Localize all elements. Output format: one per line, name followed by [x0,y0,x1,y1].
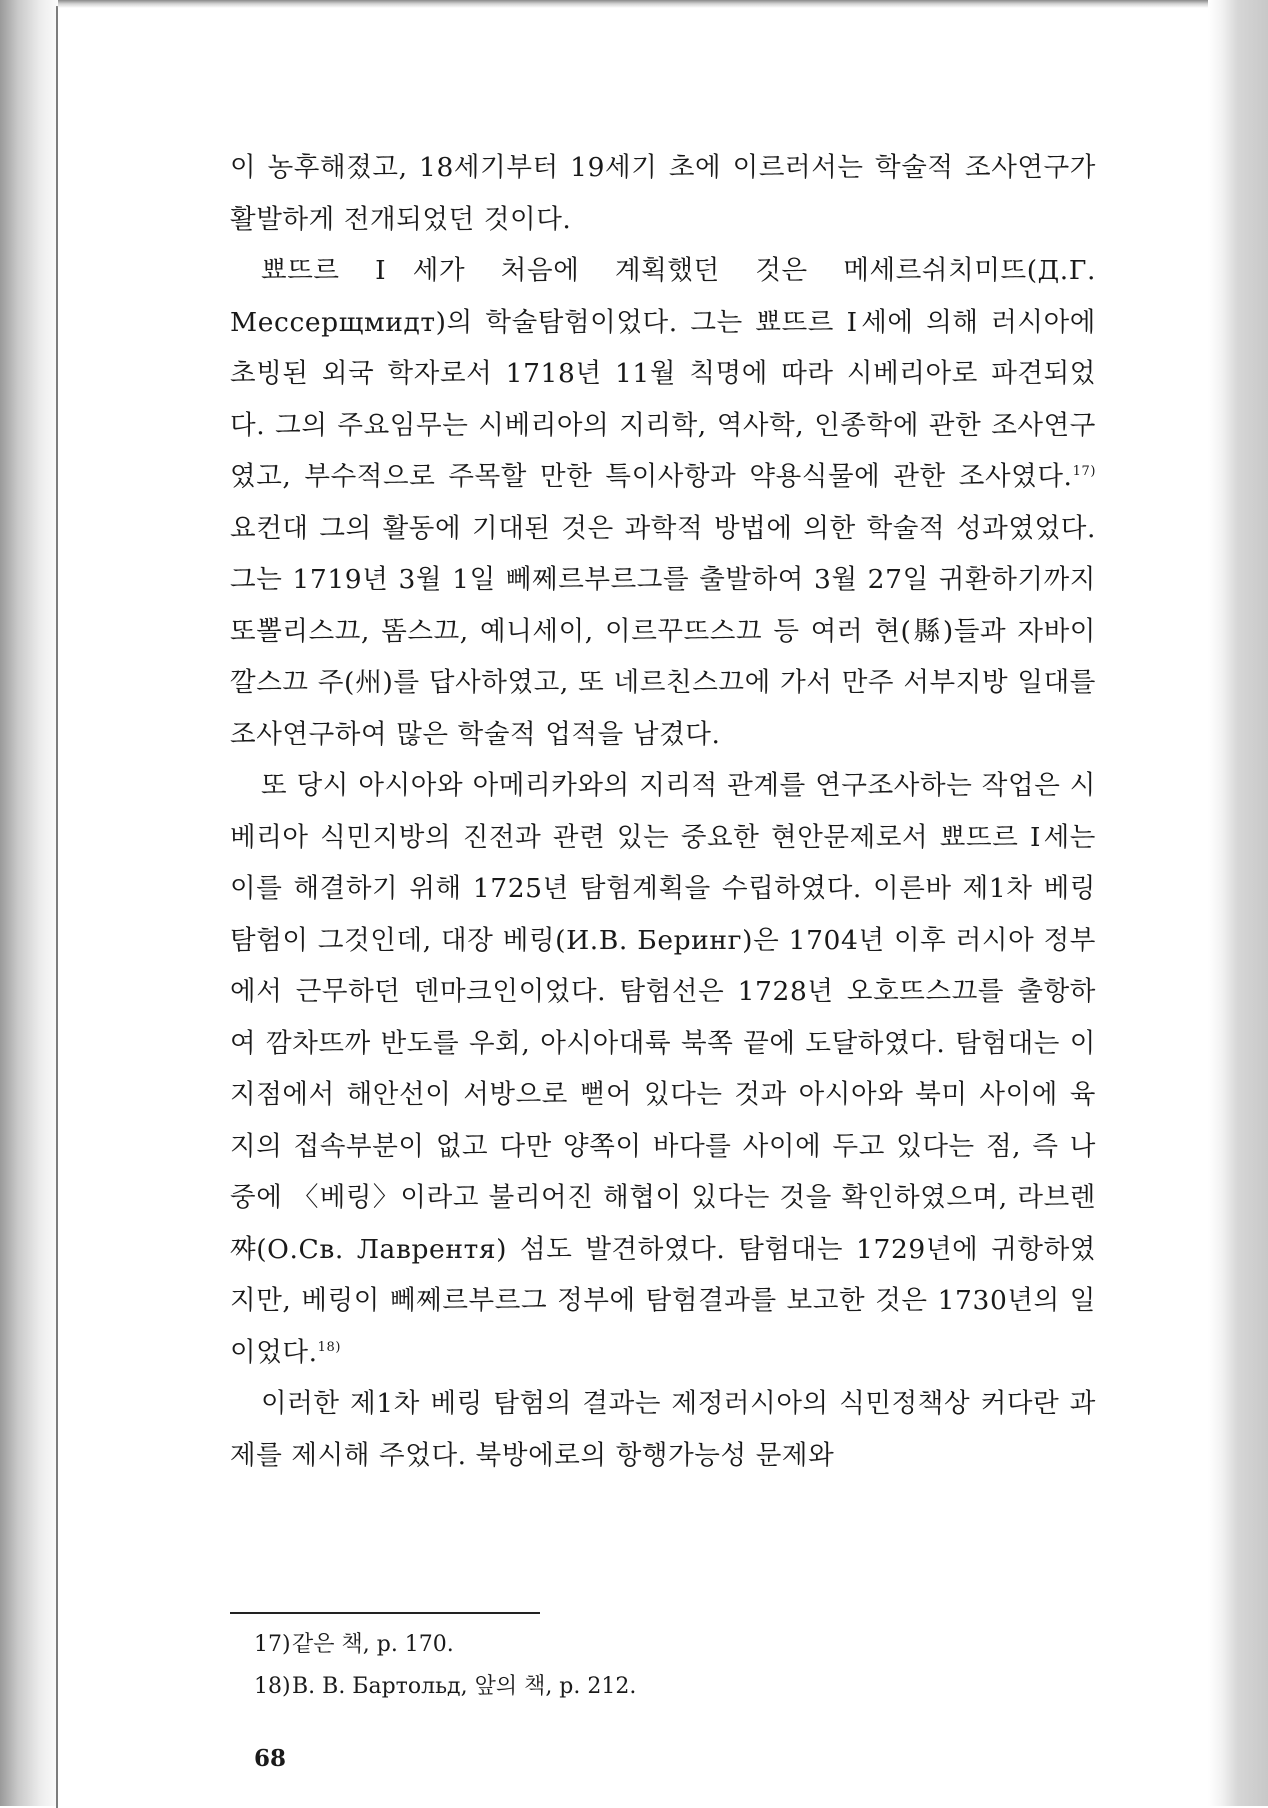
paragraph-text: 이러한 제1차 베링 탐험의 결과는 제정러시아의 식민정책상 커다란 과제를 제시해 주었다. 북방에로의 항행가능성 문제와 [230,1388,1096,1471]
paragraph-text: 이 농후해졌고, 18세기부터 19세기 초에 이르러서는 학술적 조사연구가 활발하게 전개되었던 것이다. [230,152,1096,235]
footnote [254,1666,1054,1708]
paragraph [230,1378,1096,1481]
footnote-divider [230,1612,540,1614]
paragraph [230,245,1096,760]
footnote [254,1624,1054,1666]
paragraph-text: 뾰뜨르 Ⅰ세가 처음에 계획했던 것은 메세르쉬치미뜨(Д.Г. Мессерщмидт)의 학술탐험이었다. 그는 뾰뜨르 Ⅰ세에 의해 러시아에 초빙된 외국 학자로서 1718년 11월 칙명에 따라 시베리아로 파견되었다. 그의 주요임무는 시베리아의 지리학, 역사학, 인종학에 관한 조사연구였고, 부수적으로 주목할 만한 특이사항과 약용식물에 관한 조사였다. [230,255,1096,492]
body-text [230,142,1096,1481]
footnote-ref: 17) [1072,464,1096,480]
paragraph [230,142,1096,245]
paragraph [230,760,1096,1378]
footnote-number: 18) [254,1674,291,1699]
scan-right-margin [1208,0,1268,1806]
footnote-number: 17) [254,1632,291,1657]
footnote-text: 같은 책, p. 170. [292,1632,454,1657]
scan-top-edge [58,0,1208,8]
paragraph-text: 또 당시 아시아와 아메리카와의 지리적 관계를 연구조사하는 작업은 시베리아 식민지방의 진전과 관련 있는 중요한 현안문제로서 뾰뜨르 Ⅰ세는 이를 해결하기 위해 1725년 탐험계획을 수립하였다. 이른바 제1차 베링 탐험이 그것인데, 대장 베링(И.В. Беринг)은 1704년 이후 러시아 정부에서 근무하던 덴마크인이었다. 탐험선은 1728년 오호뜨스끄를 출항하여 깜차뜨까 반도를 우회, 아시아대륙 북쪽 끝에 도달하였다. 탐험대는 이 지점에서 해안선이 서방으로 뻗어 있다는 것과 아시아와 북미 사이에 육지의 접속부분이 없고 다만 양쪽이 바다를 사이에 두고 있다는 점, 즉 나중에 〈베링〉이라고 불리어진 해협이 있다는 것을 확인하였으며, 라브렌쨔(О.Св. Лаврентя) 섬도 발견하였다. 탐험대는 1729년에 귀항하였지만, 베링이 뻬쩨르부르그 정부에 탐험결과를 보고한 것은 1730년의 일이었다. [230,770,1096,1368]
footnote-text: В. В. Бартольд, 앞의 책, p. 212. [292,1674,637,1699]
page-number: 68 [254,1745,287,1772]
page-number-block [254,1738,1054,1780]
footnotes [254,1624,1054,1780]
scan-left-shadow [0,0,62,1806]
footnote-ref: 18) [317,1339,342,1355]
paragraph-text-continued: 요컨대 그의 활동에 기대된 것은 과학적 방법에 의한 학술적 성과였었다. 그는 1719년 3월 1일 뻬쩨르부르그를 출발하여 3월 27일 귀환하기까지 또뽈리스끄, 똠스끄, 예니세이, 이르꾸뜨스끄 등 여러 현(縣)들과 자바이깔스끄 주(州)를 답사하였고, 또 네르친스끄에 가서 만주 서부지방 일대를 조사연구하여 많은 학술적 업적을 남겼다. [230,512,1096,750]
